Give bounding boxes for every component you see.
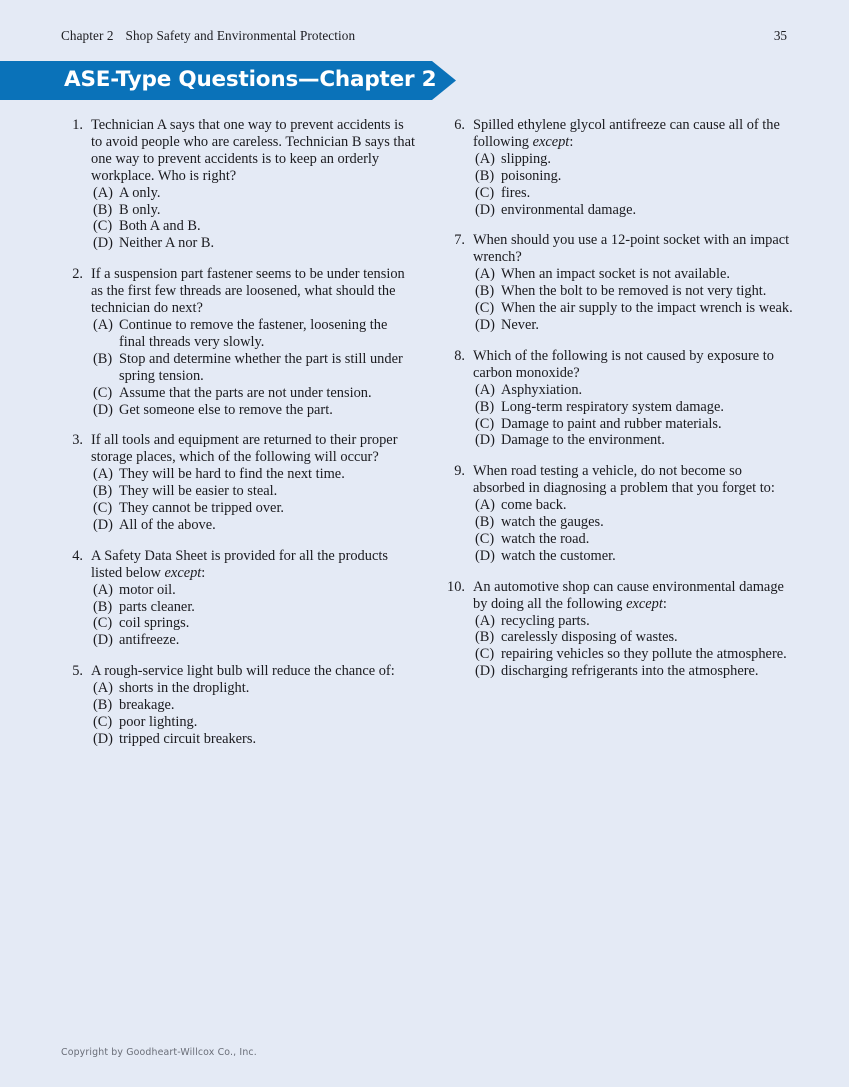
question-stem — [473, 117, 796, 151]
question-body — [91, 432, 416, 533]
answer-option-letter: (A) — [93, 466, 113, 483]
question-body — [91, 266, 416, 418]
question-body — [473, 463, 796, 564]
answer-option-list — [93, 582, 416, 650]
answer-option-letter: (C) — [475, 530, 495, 547]
question-body — [91, 117, 416, 252]
answer-option-text: Long-term respiratory system damage. — [501, 398, 724, 415]
question-body — [473, 579, 796, 680]
answer-option[interactable] — [93, 202, 416, 219]
answer-option-text: Continue to remove the fastener, loosening the final threads very slowly. — [119, 316, 388, 350]
question-number: 7. — [454, 232, 465, 249]
answer-option[interactable] — [93, 235, 416, 252]
answer-option-text: poor lighting. — [119, 714, 198, 730]
answer-option[interactable] — [93, 466, 416, 483]
answer-option-list — [475, 497, 796, 565]
answer-option[interactable] — [475, 317, 796, 334]
answer-option[interactable] — [475, 399, 796, 416]
answer-option[interactable] — [475, 185, 796, 202]
answer-option-letter: (D) — [475, 663, 495, 680]
answer-option-letter: (D) — [93, 632, 113, 649]
question-body — [473, 348, 796, 449]
answer-option-text: coil springs. — [119, 615, 190, 632]
question-body — [473, 117, 796, 218]
question-stem: If a suspension part fastener seems to be under tension as the first few threads are loosened, what should the technician do next? — [91, 266, 405, 317]
answer-option-text: Damage to the environment. — [501, 432, 665, 449]
running-head-chapter: Chapter 2 — [61, 28, 114, 43]
answer-option[interactable] — [93, 599, 416, 616]
answer-option-text: Stop and determine whether the part is still under spring tension. — [119, 350, 403, 384]
answer-option-letter: (C) — [93, 714, 113, 730]
answer-option[interactable] — [93, 714, 416, 731]
answer-option-letter: (D) — [93, 401, 113, 418]
answer-option[interactable] — [475, 151, 796, 168]
answer-option[interactable] — [475, 531, 796, 548]
answer-option[interactable] — [93, 632, 416, 649]
question-item — [441, 579, 796, 680]
question-column-left — [61, 117, 416, 762]
question-stem: Which of the following is not caused by exposure to carbon monoxide? — [473, 347, 774, 381]
answer-option-text: environmental damage. — [501, 201, 637, 218]
answer-option-letter: (C) — [475, 184, 495, 201]
answer-option[interactable] — [475, 202, 796, 219]
answer-option-list — [475, 266, 796, 334]
answer-option-text: Damage to paint and rubber materials. — [501, 415, 722, 432]
answer-option-text: Neither A nor B. — [119, 235, 215, 252]
question-stem-text: A Safety Data Sheet is provided for all the products listed below — [91, 547, 388, 581]
answer-option[interactable] — [475, 432, 796, 449]
answer-option[interactable] — [93, 385, 416, 402]
question-stem-emphasis: except — [532, 133, 570, 150]
answer-option-letter: (A) — [475, 497, 495, 514]
answer-option-text: breakage. — [119, 697, 175, 714]
answer-option-letter: (B) — [475, 629, 495, 646]
question-number: 2. — [72, 266, 83, 283]
answer-option-letter: (A) — [93, 316, 113, 333]
question-stem-text: Spilled ethylene glycol antifreeze can cause all of the following — [473, 117, 780, 150]
answer-option-text: poisoning. — [501, 167, 562, 184]
answer-option-text: Get someone else to remove the part. — [119, 401, 333, 418]
answer-option-list — [475, 382, 796, 450]
answer-option[interactable] — [475, 416, 796, 433]
answer-option-letter: (D) — [475, 432, 495, 449]
answer-option[interactable] — [93, 351, 416, 385]
answer-option[interactable] — [93, 731, 416, 748]
question-item — [61, 117, 416, 252]
answer-option[interactable] — [93, 402, 416, 419]
answer-option[interactable] — [93, 218, 416, 235]
answer-option-letter: (B) — [93, 598, 113, 615]
running-head-title: Shop Safety and Environmental Protection — [125, 28, 356, 43]
answer-option-text: shorts in the droplight. — [119, 680, 250, 697]
answer-option[interactable] — [475, 663, 796, 680]
answer-option-text: When an impact socket is not available. — [501, 266, 730, 283]
question-number: 1. — [72, 117, 83, 133]
answer-option-list — [93, 185, 416, 253]
answer-option[interactable] — [93, 185, 416, 202]
answer-option-letter: (B) — [93, 350, 113, 367]
answer-option-letter: (B) — [93, 483, 113, 500]
question-stem — [91, 548, 416, 582]
question-item — [441, 117, 796, 218]
answer-option-text: slipping. — [501, 150, 551, 167]
answer-option[interactable] — [475, 514, 796, 531]
answer-option[interactable] — [475, 300, 796, 317]
question-stem-suffix: : — [569, 133, 574, 150]
question-item — [441, 232, 796, 333]
answer-option[interactable] — [93, 500, 416, 517]
answer-option-text: A only. — [119, 184, 161, 201]
answer-option-letter: (C) — [93, 615, 113, 632]
running-head-left — [61, 28, 355, 44]
question-stem: When should you use a 12-point socket with an impact wrench? — [473, 232, 790, 266]
question-stem-suffix: : — [201, 564, 206, 581]
answer-option[interactable] — [93, 697, 416, 714]
question-stem-emphasis: except — [164, 564, 202, 581]
answer-option-letter: (B) — [475, 514, 495, 531]
copyright-footer: Copyright by Goodheart-Willcox Co., Inc. — [61, 1047, 257, 1058]
question-item — [61, 432, 416, 533]
answer-option-letter: (D) — [93, 516, 113, 533]
question-item — [61, 548, 416, 649]
answer-option-text: come back. — [501, 497, 567, 514]
answer-option-letter: (B) — [475, 167, 495, 184]
answer-option-text: motor oil. — [119, 581, 176, 598]
banner-title: ASE-Type Questions—Chapter 2 — [64, 67, 437, 92]
answer-option-text: All of the above. — [119, 516, 216, 533]
answer-option-letter: (C) — [93, 218, 113, 235]
answer-option-letter: (B) — [93, 697, 113, 714]
question-body — [473, 232, 796, 333]
question-stem — [473, 579, 796, 613]
question-body — [91, 548, 416, 649]
answer-option-text: carelessly disposing of wastes. — [501, 629, 678, 646]
answer-option-text: They will be easier to steal. — [119, 483, 278, 500]
question-number: 6. — [454, 117, 465, 133]
question-body — [91, 663, 416, 748]
answer-option-letter: (C) — [93, 500, 113, 517]
question-number: 5. — [72, 663, 83, 680]
answer-option[interactable] — [93, 317, 416, 351]
question-item — [61, 663, 416, 748]
answer-option-letter: (B) — [93, 201, 113, 218]
answer-option-text: discharging refrigerants into the atmosphere. — [501, 663, 759, 680]
question-stem-suffix: : — [662, 595, 667, 612]
answer-option-text: When the bolt to be removed is not very tight. — [501, 283, 767, 300]
answer-option[interactable] — [475, 613, 796, 630]
answer-option[interactable] — [475, 382, 796, 399]
answer-option-letter: (D) — [475, 316, 495, 333]
question-stem: Technician A says that one way to prevent accidents is to avoid people who are careless. Technician B says that one way to prevent accidents is to keep an orderly workplace. Who is right? — [91, 117, 416, 184]
question-number: 3. — [72, 432, 83, 449]
answer-option-letter: (A) — [475, 150, 495, 167]
answer-option-letter: (A) — [475, 381, 495, 398]
answer-option-list — [475, 151, 796, 219]
answer-option-text: fires. — [501, 184, 531, 201]
answer-option[interactable] — [475, 646, 796, 663]
answer-option-text: tripped circuit breakers. — [119, 730, 257, 747]
question-number: 9. — [454, 463, 465, 480]
answer-option-text: When the air supply to the impact wrench is weak. — [501, 300, 793, 317]
answer-option-letter: (A) — [475, 266, 495, 283]
answer-option-letter: (D) — [475, 547, 495, 564]
answer-option-text: watch the gauges. — [501, 514, 604, 531]
section-banner — [0, 61, 456, 100]
answer-option-text: watch the customer. — [501, 547, 616, 564]
question-number: 4. — [72, 547, 83, 564]
answer-option[interactable] — [475, 629, 796, 646]
question-item — [441, 348, 796, 449]
answer-option[interactable] — [475, 266, 796, 283]
answer-option-list — [93, 680, 416, 748]
answer-option-text: Assume that the parts are not under tension. — [119, 384, 372, 401]
answer-option-text: recycling parts. — [501, 612, 590, 629]
question-stem-emphasis: except — [626, 595, 663, 612]
answer-option-letter: (D) — [93, 730, 113, 747]
question-number: 8. — [454, 347, 465, 364]
running-head — [0, 28, 849, 46]
answer-option-text: B only. — [119, 201, 161, 218]
answer-option-text: antifreeze. — [119, 632, 180, 649]
answer-option-letter: (C) — [475, 646, 495, 663]
answer-option-letter: (B) — [475, 283, 495, 300]
answer-option[interactable] — [93, 615, 416, 632]
answer-option[interactable] — [475, 548, 796, 565]
answer-option-letter: (A) — [93, 581, 113, 598]
answer-option[interactable] — [93, 582, 416, 599]
answer-option-letter: (A) — [93, 680, 113, 697]
answer-option-text: Never. — [501, 316, 539, 333]
question-stem: A rough-service light bulb will reduce the chance of: — [91, 663, 395, 680]
question-item — [441, 463, 796, 564]
answer-option-text: They will be hard to find the next time. — [119, 466, 345, 483]
answer-option-letter: (C) — [93, 384, 113, 401]
page-number: 35 — [773, 28, 787, 43]
question-column-right — [441, 117, 796, 694]
answer-option-letter: (A) — [93, 184, 113, 201]
answer-option[interactable] — [93, 517, 416, 534]
answer-option-letter: (C) — [475, 415, 495, 432]
question-number: 10. — [447, 578, 465, 595]
answer-option-letter: (D) — [475, 201, 495, 218]
answer-option-list — [93, 317, 416, 418]
answer-option[interactable] — [475, 283, 796, 300]
answer-option[interactable] — [93, 483, 416, 500]
answer-option-text: Both A and B. — [119, 218, 201, 235]
answer-option-list — [475, 613, 796, 681]
answer-option[interactable] — [475, 497, 796, 514]
question-stem-text: An automotive shop can cause environmental damage by doing all the following — [473, 578, 784, 612]
answer-option[interactable] — [475, 168, 796, 185]
answer-option-text: Asphyxiation. — [501, 381, 583, 398]
answer-option-letter: (A) — [475, 612, 495, 629]
answer-option[interactable] — [93, 680, 416, 697]
answer-option-letter: (C) — [475, 300, 495, 317]
answer-option-text: repairing vehicles so they pollute the atmosphere. — [501, 646, 787, 663]
answer-option-text: parts cleaner. — [119, 598, 195, 615]
answer-option-text: watch the road. — [501, 530, 590, 547]
question-stem: If all tools and equipment are returned to their proper storage places, which of the following will occur? — [91, 432, 398, 466]
answer-option-text: They cannot be tripped over. — [119, 500, 285, 517]
answer-option-letter: (B) — [475, 398, 495, 415]
question-stem: When road testing a vehicle, do not become so absorbed in diagnosing a problem that you forget to: — [473, 463, 775, 497]
answer-option-list — [93, 466, 416, 534]
question-item — [61, 266, 416, 418]
answer-option-letter: (D) — [93, 235, 113, 252]
